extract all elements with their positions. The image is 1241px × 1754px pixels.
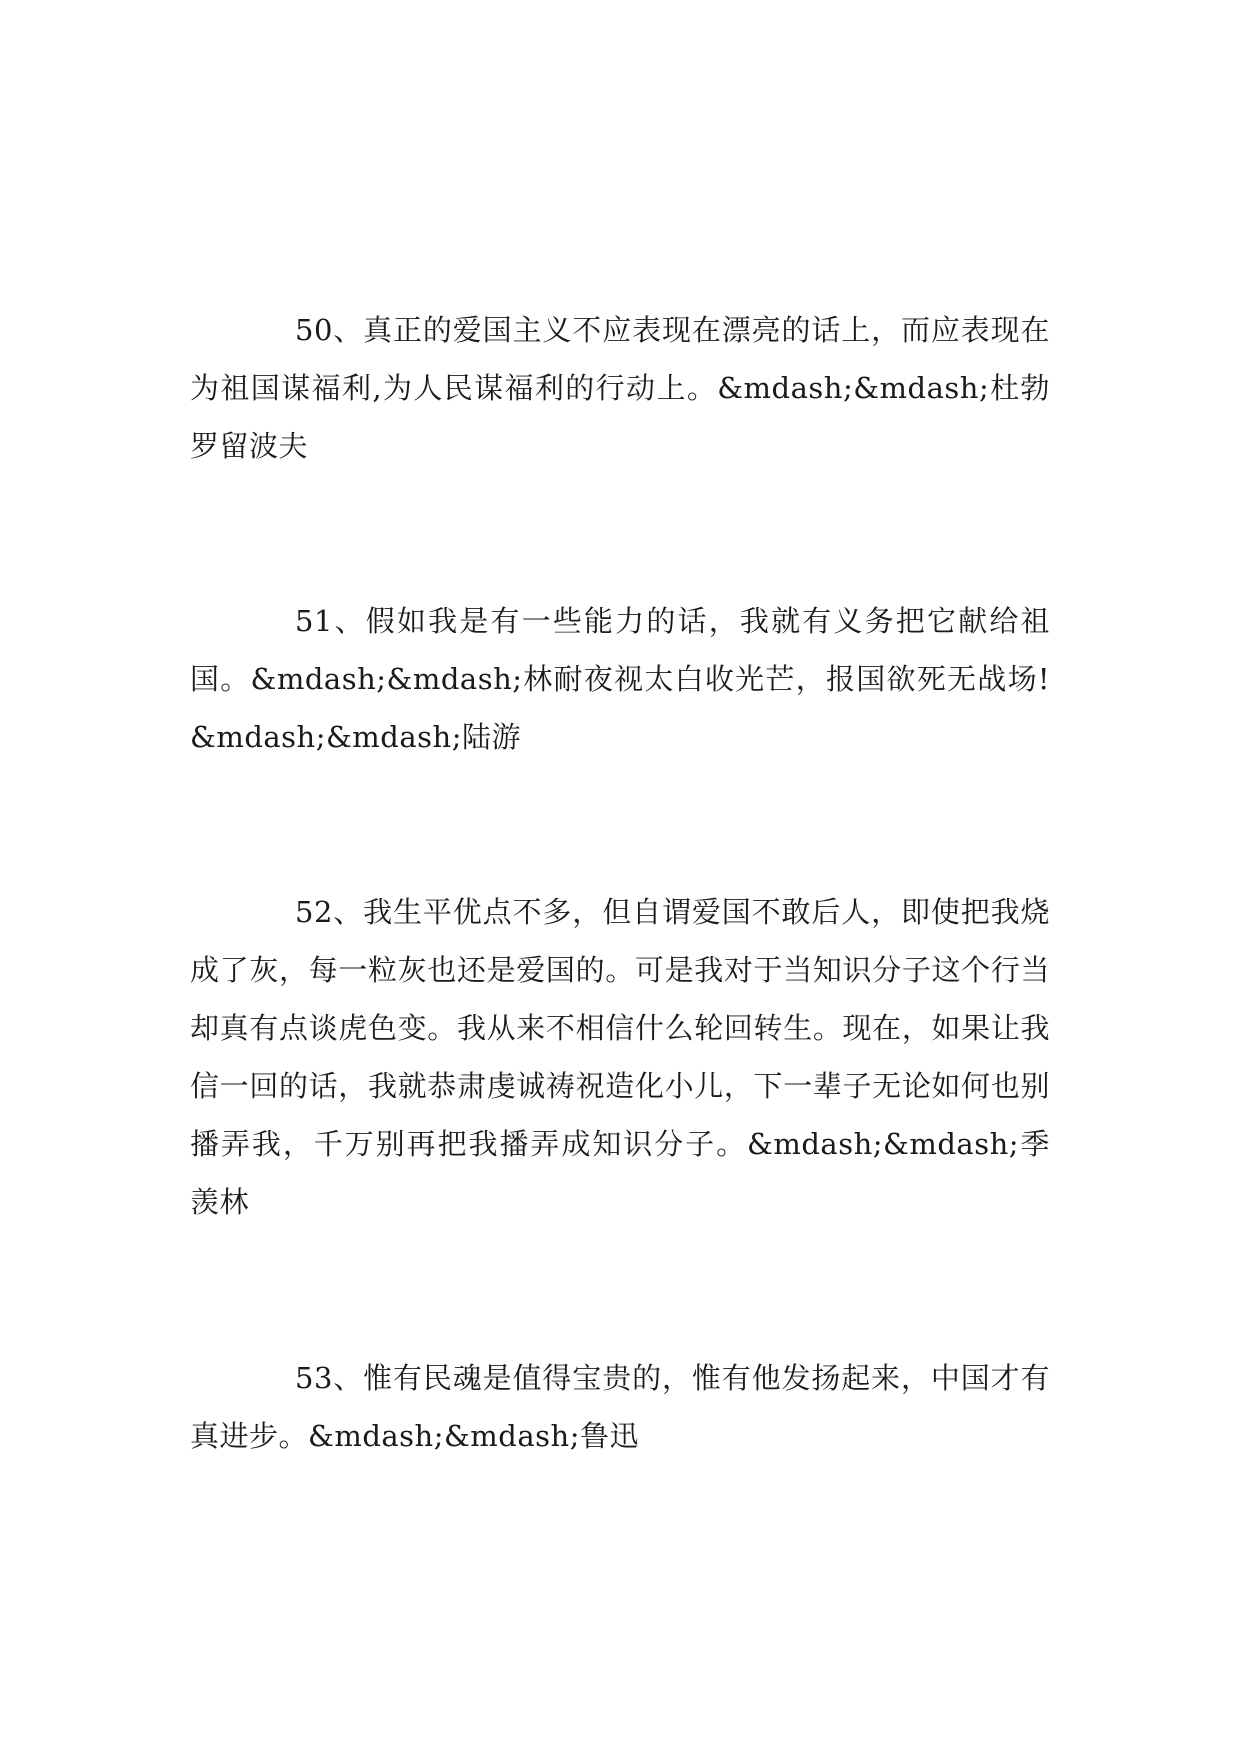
paragraph-quote-52: 52、我生平优点不多，但自谓爱国不敢后人，即使把我烧成了灰，每一粒灰也还是爱国的。可是我对于当知识分子这个行当却真有点谈虎色变。我从来不相信什么轮回转生。现在，如果让我信一回的话，我就恭肃虔诚祷祝造化小儿，下一辈子无论如何也别播弄我，千万别再把我播弄成知识分子。&mdash;&mdash;季羡林 <box>190 895 1050 1219</box>
paragraph-quote-50: 50、真正的爱国主义不应表现在漂亮的话上，而应表现在为祖国谋福利,为人民谋福利的行动上。&mdash;&mdash;杜勃罗留波夫 <box>190 313 1050 463</box>
paragraph-quote-53: 53、惟有民魂是值得宝贵的，惟有他发扬起来，中国才有真进步。&mdash;&mdash;鲁迅 <box>190 1361 1050 1453</box>
paragraph-quote-51: 51、假如我是有一些能力的话，我就有义务把它献给祖国。&mdash;&mdash;林耐夜视太白收光芒，报国欲死无战场!&mdash;&mdash;陆游 <box>190 604 1050 754</box>
